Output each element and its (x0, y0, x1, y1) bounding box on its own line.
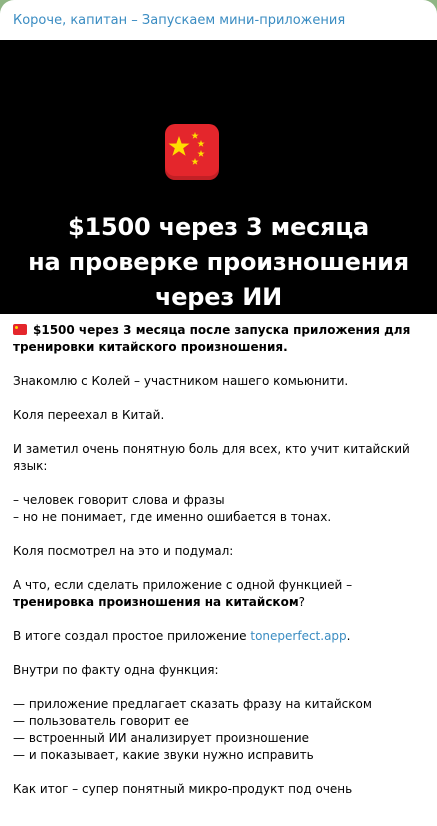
channel-title[interactable] (0, 0, 437, 40)
paragraph: И заметил очень понятную боль для всех, кто учит китайский язык: (13, 442, 410, 473)
text-span: В итоге создал простое приложение (13, 629, 251, 643)
text-span: А что, если сделать приложение с одной функцией – (13, 578, 353, 592)
china-flag-icon (165, 124, 219, 180)
paragraph (13, 577, 418, 611)
china-flag-icon (13, 324, 27, 335)
text-span: ? (298, 595, 306, 609)
headline-line-1: $1500 через 3 месяца (68, 213, 369, 241)
post-image[interactable] (0, 40, 437, 314)
banner-headline (0, 210, 437, 315)
bold-span: тренировка произношения на китайском (13, 595, 299, 609)
paragraph: Коля посмотрел на это и подумал: (13, 544, 234, 558)
app-link[interactable]: toneperfect.app (250, 629, 347, 643)
paragraph: Внутри по факту одна функция: (13, 663, 219, 677)
paragraph (13, 628, 418, 645)
paragraph-list (13, 492, 418, 526)
headline-line-2: на проверке произношения (28, 248, 409, 276)
post-text (13, 322, 418, 815)
post-lead-text: $1500 через 3 месяца после запуска приложения для тренировки китайского произношения. (13, 323, 411, 354)
list-item: — встроенный ИИ анализирует произношение (13, 731, 310, 745)
paragraph: Как итог – супер понятный микро-продукт под очень (13, 782, 353, 796)
headline-line-3: через ИИ (154, 283, 283, 311)
list-item: — приложение предлагает сказать фразу на китайском (13, 697, 372, 711)
paragraph: Коля переехал в Китай. (13, 408, 165, 422)
text-span: . (346, 629, 351, 643)
list-item: — и показывает, какие звуки нужно исправить (13, 748, 314, 762)
list-item: — пользователь говорит ее (13, 714, 189, 728)
list-item: – человек говорит слова и фразы (13, 493, 225, 507)
paragraph: Знакомлю с Колей – участником нашего комьюнити. (13, 374, 349, 388)
list-item: – но не понимает, где именно ошибается в тонах. (13, 510, 332, 524)
post-lead (13, 322, 418, 356)
channel-title-text[interactable]: Короче, капитан – Запускаем мини-приложения (13, 12, 346, 28)
paragraph-list (13, 696, 418, 764)
